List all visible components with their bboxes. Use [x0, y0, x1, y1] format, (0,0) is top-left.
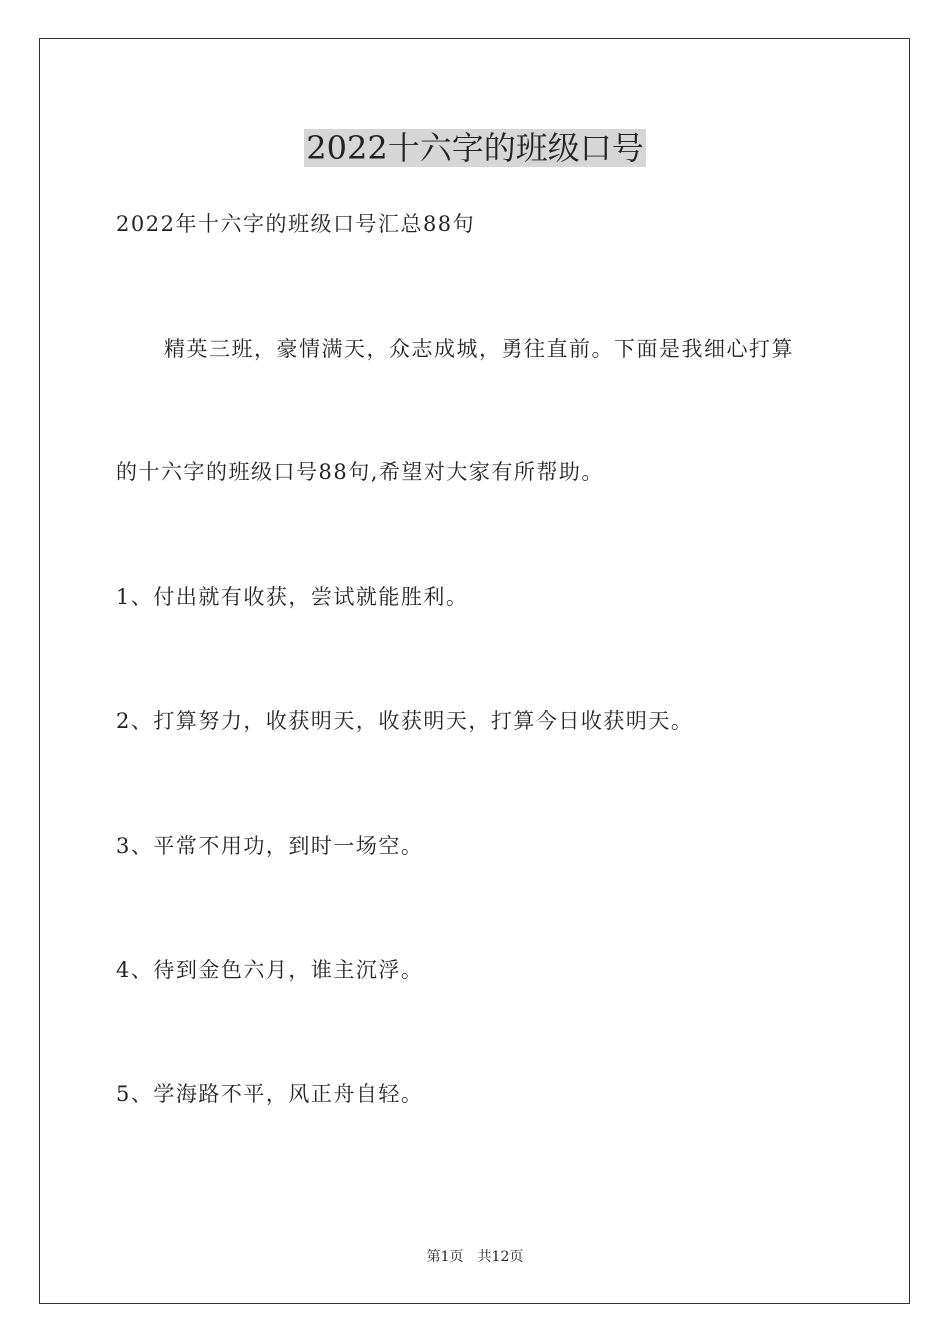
list-item: 3、平常不用功，到时一场空。: [116, 834, 424, 858]
intro-line-1: 精英三班，豪情满天，众志成城，勇往直前。下面是我细心打算: [164, 337, 794, 361]
list-item: 2、打算努力，收获明天，收获明天，打算今日收获明天。: [116, 709, 694, 733]
list-item: 1、付出就有收获，尝试就能胜利。: [116, 585, 469, 609]
page-number: 第1页: [426, 1249, 464, 1265]
document-title-text: 2022十六字的班级口号: [306, 129, 644, 167]
page-footer: [0, 1248, 950, 1266]
document-subtitle: 2022年十六字的班级口号汇总88句: [116, 212, 476, 236]
intro-line-2: 的十六字的班级口号88句,希望对大家有所帮助。: [116, 460, 604, 484]
list-item: 4、待到金色六月，谁主沉浮。: [116, 958, 424, 982]
page-total: 共12页: [477, 1249, 524, 1265]
list-item: 5、学海路不平，风正舟自轻。: [116, 1082, 424, 1106]
document-title: [0, 126, 950, 170]
